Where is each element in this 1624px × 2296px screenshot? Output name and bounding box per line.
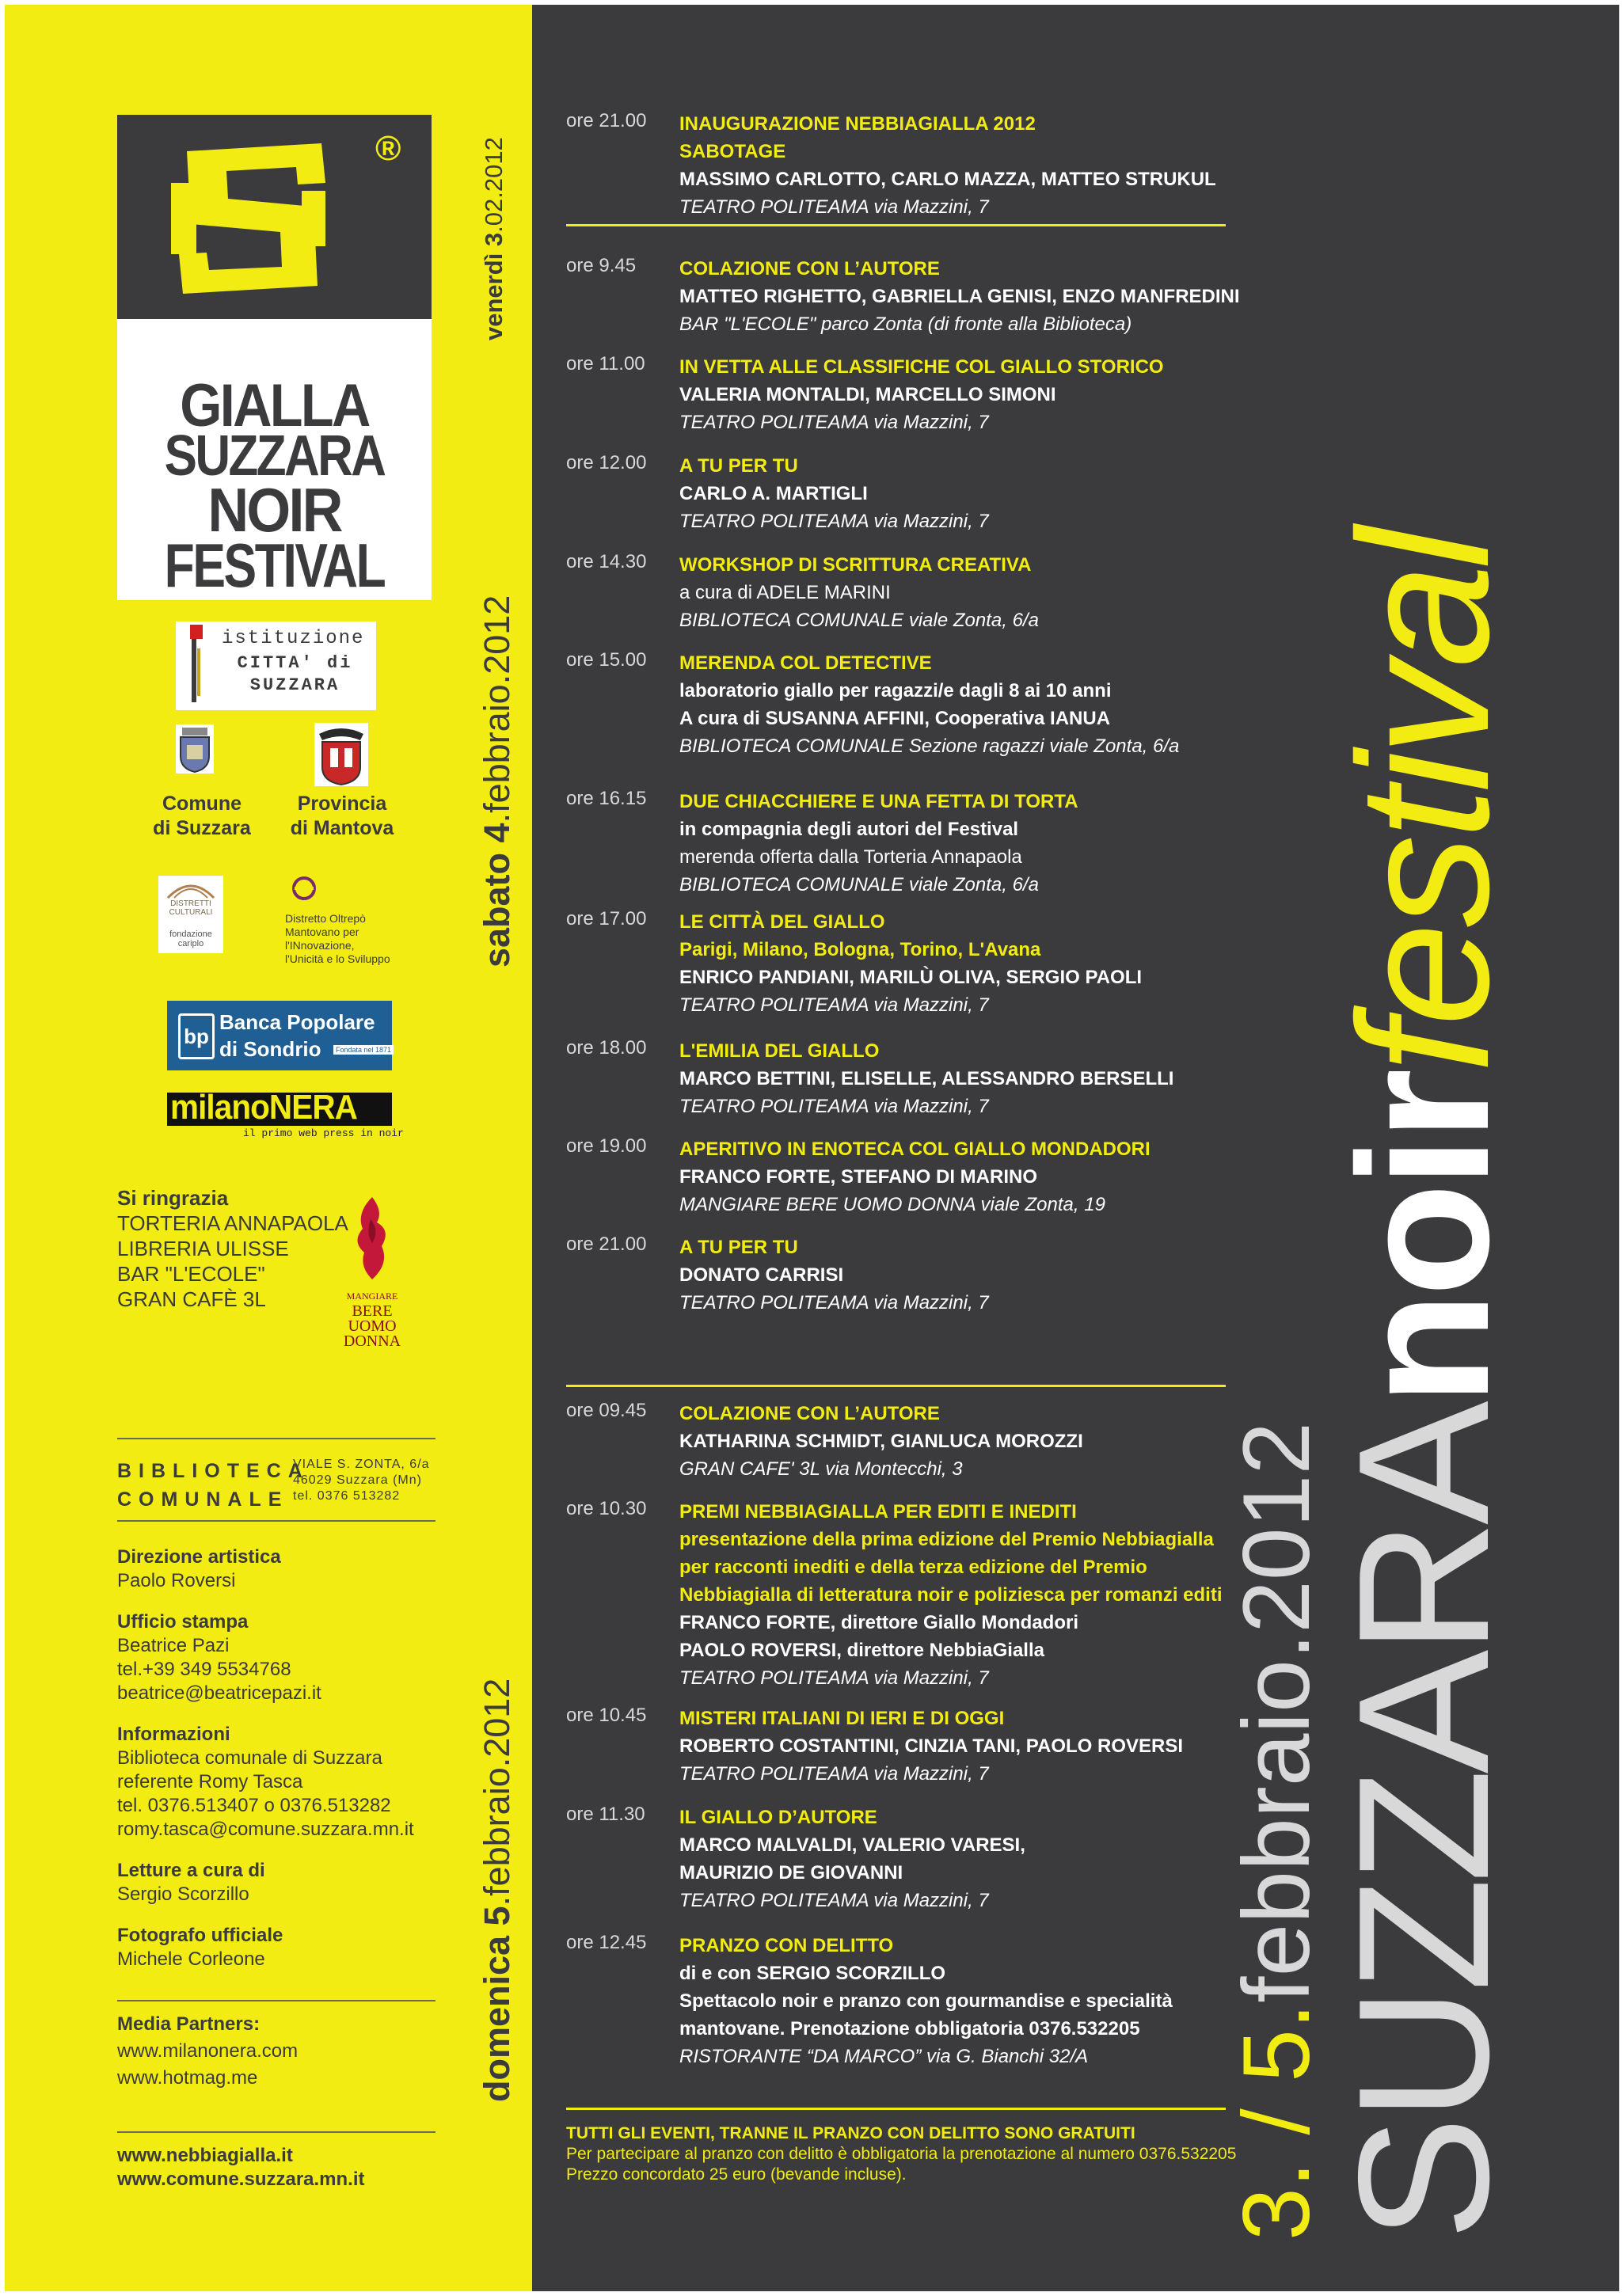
event-detail: CARLO A. MARTIGLI (679, 483, 868, 504)
event-detail: presentazione della prima edizione del Premio Nebbiagialla (679, 1529, 1214, 1550)
event-detail: TEATRO POLITEAMA via Mazzini, 7 (679, 1890, 989, 1911)
event-detail: MARCO MALVALDI, VALERIO VARESI, (679, 1834, 1025, 1856)
distretto-oltrepo-icon (291, 876, 317, 901)
event-time: ore 10.45 (566, 1705, 647, 1726)
credit-title: Direzione artistica (117, 1546, 281, 1568)
day-number: 3 (480, 232, 508, 247)
event-detail: DONATO CARRISI (679, 1264, 844, 1286)
biblioteca-address (293, 1457, 430, 1504)
festival-title (1223, 532, 1527, 2241)
divider (117, 1520, 435, 1522)
event-detail: SABOTAGE (679, 141, 786, 162)
date-end: 5. (1223, 2002, 1329, 2082)
istituzione-line2: CITTA' di (237, 653, 353, 673)
section-divider (566, 1385, 1226, 1387)
arch-icon (166, 879, 215, 899)
event-detail: TEATRO POLITEAMA via Mazzini, 7 (679, 1667, 989, 1689)
event-time: ore 09.45 (566, 1400, 647, 1421)
event-lines (679, 908, 1249, 1019)
banca-popolare-sondrio-logo (167, 1001, 392, 1070)
logo-line-noir: NOIR (207, 475, 341, 545)
biblioteca-name (117, 1457, 310, 1514)
media-link[interactable]: www.hotmag.me (117, 2067, 258, 2089)
event-detail: PAOLO ROVERSI, direttore NebbiaGialla (679, 1640, 1044, 1661)
event-time: ore 15.00 (566, 649, 647, 671)
nebbiagialla-logo (117, 115, 432, 600)
event-lines (679, 1135, 1249, 1218)
milanonera-name: milanoNERA (170, 1088, 357, 1127)
event-detail: TEATRO POLITEAMA via Mazzini, 7 (679, 1763, 989, 1785)
event-detail: MATTEO RIGHETTO, GABRIELLA GENISI, ENZO MANFREDINI (679, 286, 1240, 307)
oltrepo-line1: Distretto Oltrepò (285, 912, 366, 925)
credit-title: Letture a cura di (117, 1860, 265, 1881)
event-time: ore 19.00 (566, 1135, 647, 1157)
event-title: COLAZIONE CON L’AUTORE (679, 1403, 940, 1424)
day-rest: .febbraio.2012 (477, 1678, 517, 1906)
thanks-title: Si ringrazia (117, 1186, 229, 1210)
event-time: ore 11.30 (566, 1804, 645, 1825)
footer-title: TUTTI GLI EVENTI, TRANNE IL PRANZO CON DELITTO SONO GRATUITI (566, 2124, 1135, 2142)
event-time: ore 14.30 (566, 551, 647, 572)
event-detail: TEATRO POLITEAMA via Mazzini, 7 (679, 196, 989, 218)
biblioteca-name1: BIBLIOTECA (117, 1460, 310, 1482)
event-time: ore 12.45 (566, 1932, 647, 1953)
event-detail: TEATRO POLITEAMA via Mazzini, 7 (679, 994, 989, 1016)
credit-line[interactable]: beatrice@beatricepazi.it (117, 1682, 321, 1704)
event-time: ore 17.00 (566, 908, 647, 929)
event-lines (679, 788, 1249, 899)
event-lines (679, 110, 1249, 221)
thanks-item: TORTERIA ANNAPAOLA (117, 1211, 348, 1235)
comune-line2: di Suzzara (153, 817, 251, 839)
event-lines (679, 551, 1249, 634)
event-detail: mantovane. Prenotazione obbligatoria 0376.532205 (679, 2018, 1140, 2039)
event-time: ore 21.00 (566, 110, 647, 131)
event-detail: TEATRO POLITEAMA via Mazzini, 7 (679, 412, 989, 433)
credit-line: Beatrice Pazi (117, 1635, 230, 1656)
credits-block (117, 1545, 414, 1971)
mangiare-line2: BERE (352, 1302, 393, 1320)
oltrepo-line2: Mantovano per (285, 926, 359, 938)
event-lines (679, 1234, 1249, 1317)
day-label-friday (481, 137, 506, 340)
credit-line: Biblioteca comunale di Suzzara (117, 1747, 382, 1769)
day-rest: .febbraio.2012 (477, 595, 517, 823)
event-title: A TU PER TU (679, 1237, 798, 1258)
footer-note (566, 2123, 1236, 2185)
event-detail: VALERIA MONTALDI, MARCELLO SIMONI (679, 384, 1056, 405)
credit-line[interactable]: romy.tasca@comune.suzzara.mn.it (117, 1819, 414, 1840)
event-lines (679, 1400, 1249, 1483)
section-divider (566, 224, 1226, 226)
event-title: MISTERI ITALIANI DI IERI E DI OGGI (679, 1708, 1005, 1729)
credit-title: Fotografo ufficiale (117, 1925, 283, 1946)
cariplo-line2: cariplo (177, 939, 204, 948)
event-detail: MANGIARE BERE UOMO DONNA viale Zonta, 19 (679, 1194, 1105, 1215)
credit-title: Ufficio stampa (117, 1611, 249, 1633)
festival-name (1319, 532, 1527, 2241)
footer-line1: Per partecipare al pranzo con delitto è obbligatoria la prenotazione al numero 0376.532205 (566, 2145, 1237, 2163)
event-title: IL GIALLO D’AUTORE (679, 1807, 877, 1828)
websites (117, 2144, 365, 2191)
cariplo-line1: fondazione (169, 929, 212, 939)
provincia-label (279, 792, 405, 841)
event-detail: GRAN CAFE' 3L via Montecchi, 3 (679, 1458, 963, 1480)
event-title: INAUGURAZIONE NEBBIAGIALLA 2012 (679, 113, 1036, 135)
event-title: L'EMILIA DEL GIALLO (679, 1040, 880, 1062)
event-detail: KATHARINA SCHMIDT, GIANLUCA MOROZZI (679, 1431, 1083, 1452)
event-lines (679, 1932, 1249, 2070)
credit-line: tel. 0376.513407 o 0376.513282 (117, 1795, 391, 1816)
istituzione-line1: istituzione (222, 628, 365, 649)
registered-mark: ® (375, 129, 401, 168)
provincia-line2: di Mantova (290, 817, 394, 839)
event-title: DUE CHIACCHIERE E UNA FETTA DI TORTA (679, 791, 1078, 812)
event-detail: per racconti inediti e della terza edizione del Premio (679, 1557, 1147, 1578)
day-number: 5 (477, 1906, 517, 1926)
event-detail: ROBERTO COSTANTINI, CINZIA TANI, PAOLO ROVERSI (679, 1735, 1184, 1757)
provincia-line1: Provincia (297, 793, 387, 815)
day-label-sunday (479, 1678, 515, 2102)
event-detail: Parigi, Milano, Bologna, Torino, L'Avana (679, 939, 1041, 960)
mangiare-bere-flame-icon (348, 1196, 396, 1283)
logo-line-gialla: GIALLA (180, 372, 369, 439)
divider (117, 2000, 435, 2001)
event-lines (679, 1037, 1249, 1120)
event-detail: ENRICO PANDIANI, MARILÙ OLIVA, SERGIO PAOLI (679, 967, 1143, 988)
event-lines (679, 255, 1249, 338)
biblioteca-tel: tel. 0376 513282 (293, 1489, 401, 1503)
event-lines (679, 1705, 1249, 1788)
distretti-line2: CULTURALI (169, 908, 213, 917)
event-lines (679, 649, 1249, 760)
comune-line1: Comune (162, 793, 242, 815)
distretti-culturali-logo (158, 876, 223, 953)
media-title: Media Partners: (117, 2013, 261, 2035)
date-month-year: febbraio.2012 (1223, 1421, 1329, 2003)
event-time: ore 9.45 (566, 255, 637, 276)
logo-line-festival: FESTIVAL (164, 530, 385, 600)
biblioteca-name2: COMUNALE (117, 1488, 289, 1511)
event-time: ore 18.00 (566, 1037, 647, 1059)
event-lines (679, 452, 1249, 535)
bps-monogram-icon: bp (178, 1013, 215, 1059)
comune-coat-of-arms-icon (176, 724, 214, 774)
day-word: domenica (477, 1925, 517, 2102)
media-partners (117, 2011, 298, 2092)
event-title: IN VETTA ALLE CLASSIFICHE COL GIALLO STORICO (679, 356, 1164, 378)
day-word: sabato (477, 842, 517, 967)
event-detail: laboratorio giallo per ragazzi/e dagli 8 ai 10 anni (679, 680, 1112, 701)
event-title: A TU PER TU (679, 455, 798, 477)
distretto-oltrepo-text (285, 912, 390, 966)
day-rest: .02.2012 (480, 137, 508, 233)
event-detail: MARCO BETTINI, ELISELLE, ALESSANDRO BERSELLI (679, 1068, 1174, 1089)
event-detail: BAR "L'ECOLE" parco Zonta (di fronte alla Biblioteca) (679, 314, 1132, 335)
title-suzzara: SUZZARA (1319, 1405, 1527, 2241)
event-time: ore 21.00 (566, 1234, 647, 1255)
event-title: PRANZO CON DELITTO (679, 1935, 894, 1956)
mangiare-line1: MANGIARE (346, 1291, 398, 1302)
thanks-item: GRAN CAFÈ 3L (117, 1287, 266, 1311)
distretti-line1: DISTRETTI (170, 899, 211, 908)
event-title: LE CITTÀ DEL GIALLO (679, 911, 885, 933)
logo-line-suzzara: SUZZARA (164, 424, 385, 488)
thanks-item: BAR "L'ECOLE" (117, 1262, 265, 1286)
logo-line-nebbia: NEBBIA (171, 318, 378, 389)
event-detail: FRANCO FORTE, direttore Giallo Mondadori (679, 1612, 1078, 1633)
credit-line: tel.+39 349 5534768 (117, 1659, 291, 1680)
mangiare-bere-logo-text (333, 1289, 412, 1349)
credit-line: Sergio Scorzillo (117, 1884, 249, 1905)
festival-dates (1223, 532, 1329, 2241)
biblioteca-addr1: VIALE S. ZONTA, 6/a (293, 1458, 430, 1471)
event-detail: RISTORANTE “DA MARCO” via G. Bianchi 32/A (679, 2046, 1089, 2067)
event-detail: Nebbiagialla di letteratura noir e poliziesca per romanzi editi (679, 1584, 1223, 1606)
credit-title: Informazioni (117, 1724, 230, 1745)
event-detail: BIBLIOTECA COMUNALE viale Zonta, 6/a (679, 610, 1039, 631)
event-title: APERITIVO IN ENOTECA COL GIALLO MONDADORI (679, 1138, 1150, 1160)
mangiare-line3: UOMO (348, 1317, 397, 1335)
footer-line2: Prezzo concordato 25 euro (bevande incluse). (566, 2165, 907, 2184)
event-time: ore 10.30 (566, 1498, 647, 1519)
logo-s-mark-icon (163, 135, 337, 302)
credit-line: referente Romy Tasca (117, 1771, 303, 1792)
divider (117, 1438, 435, 1439)
event-time: ore 11.00 (566, 353, 645, 374)
event-detail: TEATRO POLITEAMA via Mazzini, 7 (679, 1292, 989, 1313)
event-title: WORKSHOP DI SCRITTURA CREATIVA (679, 554, 1032, 576)
mangiare-line4: DONNA (343, 1332, 401, 1350)
day-label-saturday (479, 595, 515, 967)
provincia-coat-of-arms-icon (314, 723, 368, 786)
credit-line: Paolo Roversi (117, 1570, 236, 1591)
bps-tag: Fondata nel 1871 (333, 1045, 394, 1055)
event-detail: Spettacolo noir e pranzo con gourmandise e specialità (679, 1990, 1173, 2012)
event-detail: BIBLIOTECA COMUNALE viale Zonta, 6/a (679, 874, 1039, 895)
thanks-block (117, 1185, 348, 1312)
title-festival: festival (1319, 532, 1527, 1074)
event-time: ore 12.00 (566, 452, 647, 473)
milanonera-tagline: il primo web press in noir (243, 1127, 404, 1139)
website-link[interactable]: www.nebbiagialla.it (117, 2145, 293, 2166)
event-lines (679, 1804, 1249, 1914)
date-start: 3. (1223, 2161, 1329, 2241)
milanonera-logo (167, 1086, 404, 1142)
date-sep: / (1223, 2081, 1329, 2161)
event-time: ore 16.15 (566, 788, 647, 809)
comune-label (139, 792, 265, 841)
oltrepo-line4: l'Unicità e lo Sviluppo (285, 952, 390, 965)
oltrepo-line3: l'INnovazione, (285, 939, 355, 952)
event-detail: merenda offerta dalla Torteria Annapaola (679, 846, 1022, 868)
event-detail: MASSIMO CARLOTTO, CARLO MAZZA, MATTEO STRUKUL (679, 169, 1216, 190)
media-link[interactable]: www.milanonera.com (117, 2040, 299, 2062)
event-detail: in compagnia degli autori del Festival (679, 819, 1019, 840)
pen-icon (184, 625, 207, 707)
istituzione-logo (176, 622, 376, 710)
website-link[interactable]: www.comune.suzzara.mn.it (117, 2169, 365, 2190)
divider (117, 2131, 435, 2133)
title-noir: noir (1319, 1073, 1527, 1406)
cariplo-text (158, 929, 223, 948)
event-lines (679, 353, 1249, 436)
event-detail: BIBLIOTECA COMUNALE Sezione ragazzi viale Zonta, 6/a (679, 736, 1180, 757)
bps-line1: Banca Popolare (219, 1010, 375, 1034)
event-detail: TEATRO POLITEAMA via Mazzini, 7 (679, 1096, 989, 1117)
event-detail: FRANCO FORTE, STEFANO DI MARINO (679, 1166, 1037, 1188)
section-divider (566, 2108, 1226, 2110)
event-title: PREMI NEBBIAGIALLA PER EDITI E INEDITI (679, 1501, 1077, 1522)
event-detail: di e con SERGIO SCORZILLO (679, 1963, 946, 1984)
event-lines (679, 1498, 1249, 1692)
biblioteca-addr2: 46029 Suzzara (Mn) (293, 1473, 422, 1487)
istituzione-line3: SUZZARA (249, 675, 340, 695)
day-word: venerdì (480, 246, 508, 340)
bps-line2: di Sondrio (219, 1037, 321, 1061)
distretti-text (158, 899, 223, 917)
event-title: MERENDA COL DETECTIVE (679, 652, 932, 674)
event-detail: MAURIZIO DE GIOVANNI (679, 1862, 903, 1884)
event-detail: a cura di ADELE MARINI (679, 582, 891, 603)
thanks-item: LIBRERIA ULISSE (117, 1237, 289, 1260)
event-detail: A cura di SUSANNA AFFINI, Cooperativa IANUA (679, 708, 1111, 729)
day-number: 4 (477, 823, 517, 843)
event-detail: TEATRO POLITEAMA via Mazzini, 7 (679, 511, 989, 532)
credit-line: Michele Corleone (117, 1948, 265, 1970)
event-title: COLAZIONE CON L’AUTORE (679, 258, 940, 279)
